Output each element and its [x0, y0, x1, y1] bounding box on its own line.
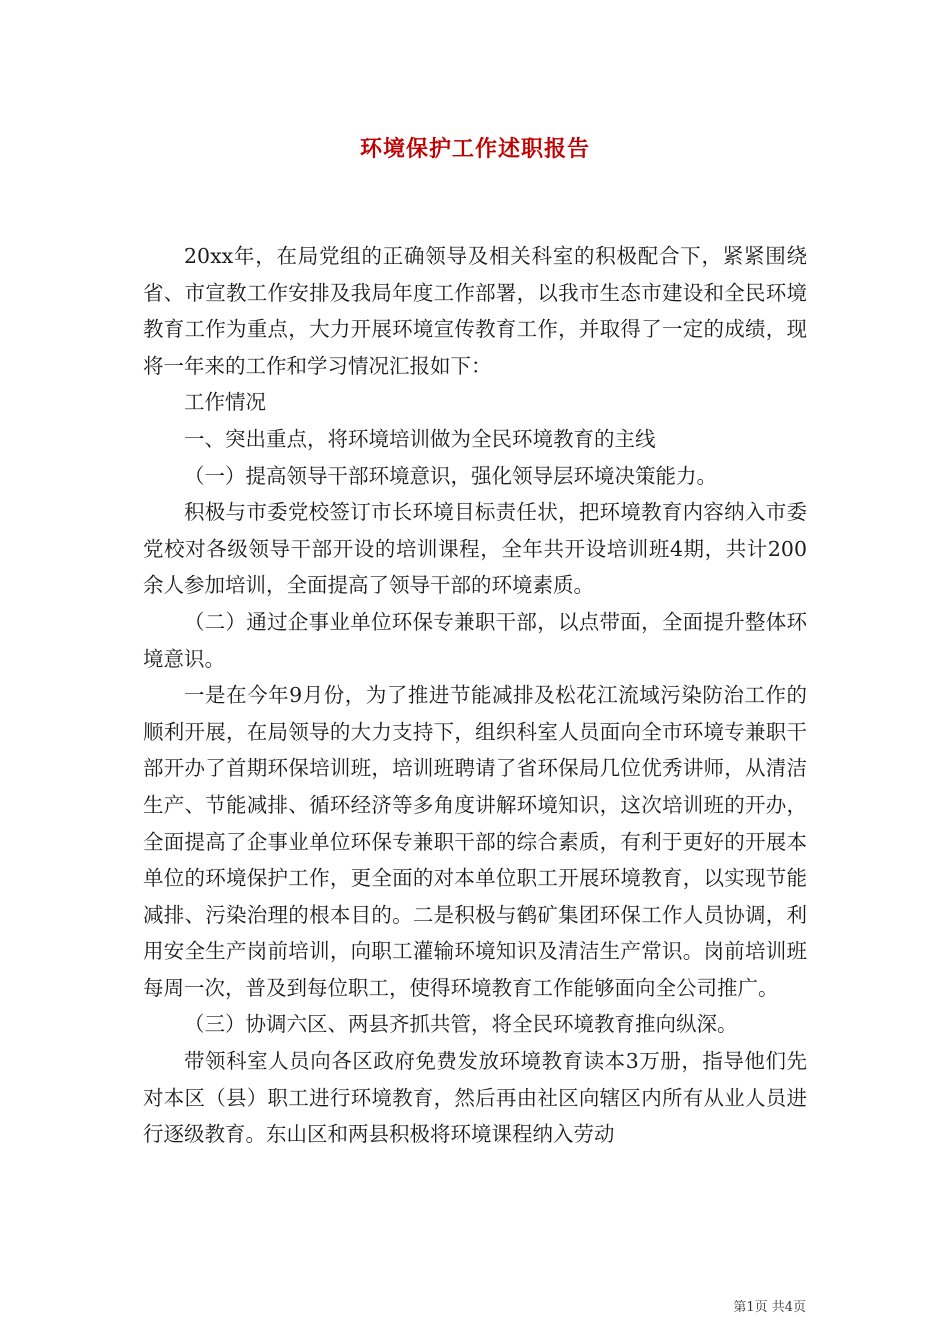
paragraph-subheading-3: （三）协调六区、两县齐抓共管，将全民环境教育推向纵深。	[184, 1012, 738, 1037]
document-body	[143, 238, 807, 1153]
paragraph-heading-1: 一、突出重点，将环境培训做为全民环境教育的主线	[184, 426, 656, 451]
document-title: 环境保护工作述职报告	[359, 136, 590, 162]
paragraph-intro: 20xx年，在局党组的正确领导及相关科室的积极配合下，紧紧围绕省、市宣教工作安排及我局年度工作部署，以我市生态市建设和全民环境教育工作为重点，大力开展环境宣传教育工作，并取得了一定的成绩，现将一年来的工作和学习情况汇报如下：	[143, 244, 807, 378]
page-number-footer: 第1页 共4页	[733, 1300, 806, 1315]
paragraph-section-heading: 工作情况	[184, 390, 266, 415]
paragraph-subheading-2: （二）通过企事业单位环保专兼职干部，以点带面，全面提升整体环境意识。	[143, 609, 807, 671]
paragraph-body-3: 带领科室人员向各区政府免费发放环境教育读本3万册，指导他们先对本区（县）职工进行环境教育，然后再由社区向辖区内所有从业人员进行逐级教育。东山区和两县积极将环境课程纳入劳动	[143, 1049, 807, 1147]
paragraph-subheading-1: （一）提高领导干部环境意识，强化领导层环境决策能力。	[184, 463, 717, 488]
paragraph-body-2: 一是在今年9月份，为了推进节能减排及松花江流域污染防治工作的顺利开展，在局领导的大力支持下，组织科室人员面向全市环境专兼职干部开办了首期环保培训班，培训班聘请了省环保局几位优秀讲师，从清洁生产、节能减排、循环经济等多角度讲解环境知识，这次培训班的开办，全面提高了企事业单位环保专兼职干部的综合素质，有利于更好的开展本单位的环境保护工作，更全面的对本单位职工开展环境教育，以实现节能减排、污染治理的根本目的。二是积极与鹤矿集团环保工作人员协调，利用安全生产岗前培训，向职工灌输环境知识及清洁生产常识。岗前培训班每周一次，普及到每位职工，使得环境教育工作能够面向全公司推广。	[143, 683, 807, 1000]
paragraph-body-1: 积极与市委党校签订市长环境目标责任状，把环境教育内容纳入市委党校对各级领导干部开设的培训课程，全年共开设培训班4期，共计200余人参加培训，全面提高了领导干部的环境素质。	[143, 500, 807, 598]
